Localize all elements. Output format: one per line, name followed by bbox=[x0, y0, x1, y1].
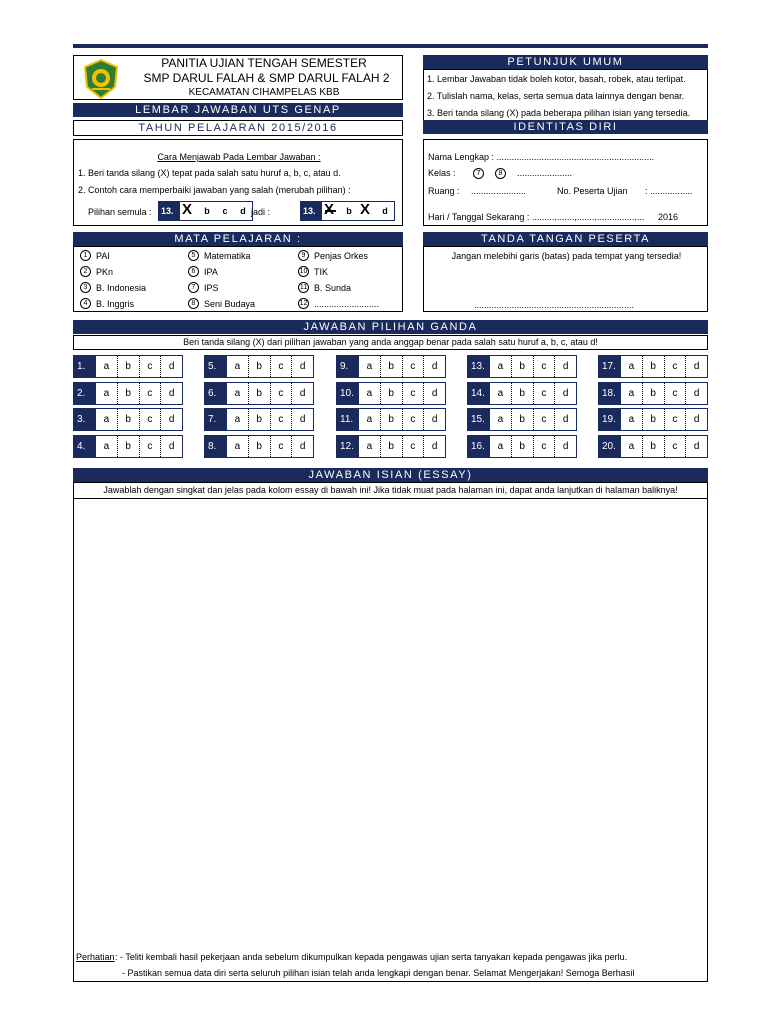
answer-option-a[interactable]: a bbox=[359, 356, 381, 377]
answer-option-b[interactable]: b bbox=[381, 356, 403, 377]
how-to-step2: 2. Contoh cara memperbaiki jawaban yang salah (merubah pilihan) : bbox=[78, 185, 351, 195]
question-number: 15. bbox=[468, 409, 490, 430]
identity-box bbox=[423, 139, 708, 226]
answer-option-b[interactable]: b bbox=[643, 383, 665, 404]
answer-option-a[interactable]: a bbox=[96, 436, 118, 457]
answer-option-d[interactable]: d bbox=[562, 441, 569, 452]
question-number: 11. bbox=[337, 409, 359, 430]
answer-row-17 bbox=[598, 355, 708, 378]
subject-number-circle: 10 bbox=[299, 268, 308, 275]
how-to-title: Cara Menjawab Pada Lembar Jawaban : bbox=[157, 152, 321, 162]
answer-option-a[interactable]: a bbox=[96, 409, 118, 430]
answer-row-2 bbox=[73, 382, 183, 405]
answer-option-d[interactable]: d bbox=[299, 414, 306, 425]
subject-name: IPA bbox=[204, 266, 218, 277]
question-number: 8. bbox=[205, 436, 227, 457]
exam-number-field[interactable]: : ................. bbox=[645, 186, 693, 196]
answer-option-b[interactable]: b bbox=[512, 383, 534, 404]
question-number: 5. bbox=[205, 356, 227, 377]
answer-option-b[interactable]: b bbox=[512, 356, 534, 377]
example-option-a bbox=[322, 202, 340, 220]
question-number: 16. bbox=[468, 436, 490, 457]
subject-number-circle: 9 bbox=[298, 250, 309, 261]
answer-row-3 bbox=[73, 408, 183, 431]
strike-line bbox=[325, 210, 336, 212]
footer-label: Perhatian bbox=[76, 952, 115, 962]
answer-option-b[interactable]: b bbox=[381, 436, 403, 457]
answer-option-c[interactable]: c bbox=[665, 383, 687, 404]
answer-option-d[interactable]: d bbox=[562, 414, 569, 425]
answer-option-b[interactable]: b bbox=[512, 436, 534, 457]
answer-option-a[interactable]: a bbox=[227, 383, 249, 404]
signature-box[interactable] bbox=[423, 246, 708, 312]
answer-option-b[interactable]: b bbox=[643, 356, 665, 377]
subject-name: TIK bbox=[314, 266, 329, 277]
subject-item[interactable] bbox=[188, 266, 218, 277]
answer-row-11 bbox=[336, 408, 446, 431]
signature-title: TANDA TANGAN PESERTA bbox=[423, 232, 708, 246]
answer-option-c[interactable]: c bbox=[534, 409, 556, 430]
answer-option-d[interactable]: d bbox=[693, 414, 700, 425]
answer-option-d[interactable]: d bbox=[562, 361, 569, 372]
question-number: 4. bbox=[74, 436, 96, 457]
example-after bbox=[300, 201, 395, 221]
essay-note: Jawablah dengan singkat dan jelas pada kolom essay di bawah ini! Jika tidak muat pada halaman ini, dapat anda lanjutkan di halaman baliknya! bbox=[103, 485, 678, 495]
answer-option-c[interactable]: c bbox=[271, 356, 293, 377]
subject-item[interactable] bbox=[188, 282, 219, 293]
example-option-a bbox=[180, 202, 198, 220]
answer-row-18 bbox=[598, 382, 708, 405]
answer-option-a[interactable]: a bbox=[227, 436, 249, 457]
class-field[interactable]: ...................... bbox=[517, 168, 573, 178]
question-number: 19. bbox=[599, 409, 621, 430]
answer-row-16 bbox=[467, 435, 577, 458]
answer-row-14 bbox=[467, 382, 577, 405]
answer-option-d[interactable]: d bbox=[562, 388, 569, 399]
date-field[interactable]: Hari / Tanggal Sekarang : .................,........................... bbox=[428, 212, 645, 222]
answer-option-a[interactable]: a bbox=[96, 383, 118, 404]
answer-row-13 bbox=[467, 355, 577, 378]
answer-row-6 bbox=[204, 382, 314, 405]
signature-line: ................................................................ bbox=[474, 300, 635, 310]
answer-option-a[interactable]: a bbox=[96, 356, 118, 377]
multiple-choice-title: JAWABAN PILIHAN GANDA bbox=[73, 320, 708, 334]
subject-name: Matematika bbox=[204, 250, 251, 261]
answer-option-d[interactable]: d bbox=[168, 361, 175, 372]
answer-option-b[interactable]: b bbox=[118, 383, 140, 404]
answer-option-a[interactable]: a bbox=[227, 409, 249, 430]
example-option-c bbox=[358, 202, 376, 220]
subject-name: B. Indonesia bbox=[96, 282, 147, 293]
example-option-c: c bbox=[222, 206, 228, 216]
answer-option-a[interactable]: a bbox=[227, 356, 249, 377]
class-label: Kelas : bbox=[428, 168, 456, 178]
answer-option-c[interactable]: c bbox=[271, 383, 293, 404]
answer-row-12 bbox=[336, 435, 446, 458]
answer-option-b[interactable]: b bbox=[249, 436, 271, 457]
subject-item[interactable] bbox=[298, 282, 351, 293]
answer-option-b[interactable]: b bbox=[643, 409, 665, 430]
answer-option-b[interactable]: b bbox=[249, 409, 271, 430]
question-number: 7. bbox=[205, 409, 227, 430]
answer-option-b[interactable]: b bbox=[118, 409, 140, 430]
answer-option-c[interactable]: c bbox=[403, 409, 425, 430]
answer-option-c[interactable]: c bbox=[534, 356, 556, 377]
essay-title: JAWABAN ISIAN (ESSAY) bbox=[73, 468, 708, 482]
answer-row-10 bbox=[336, 382, 446, 405]
answer-option-c[interactable]: c bbox=[665, 356, 687, 377]
answer-row-8 bbox=[204, 435, 314, 458]
subject-name: .......................... bbox=[314, 298, 380, 309]
answer-option-c[interactable]: c bbox=[271, 409, 293, 430]
subject-name: B. Sunda bbox=[314, 282, 352, 293]
question-number: 20. bbox=[599, 436, 621, 457]
signature-note: Jangan melebihi garis (batas) pada tempat yang tersedia! bbox=[451, 251, 682, 261]
answer-option-b[interactable]: b bbox=[381, 383, 403, 404]
subject-item[interactable] bbox=[80, 282, 146, 293]
answer-option-d[interactable]: d bbox=[431, 361, 438, 372]
subject-number-circle: 2 bbox=[80, 266, 91, 277]
subject-item[interactable] bbox=[188, 298, 255, 309]
room-field[interactable]: ...................... bbox=[471, 186, 527, 196]
instruction-2: 2. Tulislah nama, kelas, serta semua data lainnya dengan benar. bbox=[427, 91, 685, 101]
answer-option-b[interactable]: b bbox=[643, 436, 665, 457]
question-number: 17. bbox=[599, 356, 621, 377]
example-number: 13. bbox=[301, 202, 322, 220]
instruction-1: 1. Lembar Jawaban tidak boleh kotor, basah, robek, atau terlipat. bbox=[427, 74, 686, 84]
answer-option-c[interactable]: c bbox=[403, 356, 425, 377]
question-number: 9. bbox=[337, 356, 359, 377]
answer-option-c[interactable]: c bbox=[403, 383, 425, 404]
answer-row-15 bbox=[467, 408, 577, 431]
answer-option-a[interactable]: a bbox=[621, 383, 643, 404]
answer-option-a[interactable]: a bbox=[490, 409, 512, 430]
answer-option-d[interactable]: d bbox=[299, 388, 306, 399]
answer-option-b[interactable]: b bbox=[249, 383, 271, 404]
class-option-7[interactable]: 7 bbox=[473, 168, 484, 179]
example-option-b: b bbox=[204, 206, 210, 216]
example-option-d: d bbox=[240, 206, 246, 216]
subject-name: B. Inggris bbox=[96, 298, 135, 309]
subject-name: Seni Budaya bbox=[204, 298, 256, 309]
footer-line2: - Pastikan semua data diri serta seluruh pilihan isian telah anda lengkapi dengan benar. Selamat Mengerjakan! Semoga Berhasil bbox=[122, 968, 635, 978]
subject-item[interactable] bbox=[80, 266, 113, 277]
subject-item[interactable] bbox=[80, 250, 110, 261]
instructions-box bbox=[423, 69, 708, 121]
header-box bbox=[73, 55, 403, 100]
how-to-step1: 1. Beri tanda silang (X) tepat pada salah satu huruf a, b, c, atau d. bbox=[78, 168, 341, 178]
answer-option-d[interactable]: d bbox=[693, 361, 700, 372]
school-name: SMP DARUL FALAH & SMP DARUL FALAH 2 bbox=[143, 71, 390, 85]
subject-number-circle: 1 bbox=[80, 250, 91, 261]
answer-option-d[interactable]: d bbox=[168, 414, 175, 425]
answer-option-d[interactable]: d bbox=[299, 441, 306, 452]
school-logo bbox=[82, 59, 120, 99]
answer-option-a[interactable]: a bbox=[621, 436, 643, 457]
question-number: 13. bbox=[468, 356, 490, 377]
before-label: Pilihan semula : bbox=[88, 207, 152, 217]
question-number: 14. bbox=[468, 383, 490, 404]
subject-number-circle: 3 bbox=[80, 282, 91, 293]
answer-option-b[interactable]: b bbox=[118, 436, 140, 457]
answer-option-d[interactable]: d bbox=[431, 441, 438, 452]
answer-option-c[interactable]: c bbox=[140, 383, 162, 404]
answer-option-d[interactable]: d bbox=[693, 388, 700, 399]
subject-item[interactable] bbox=[188, 250, 251, 261]
instruction-3: 3. Beri tanda silang (X) pada beberapa pilihan isian yang tersedia. bbox=[427, 108, 691, 118]
district-name: KECAMATAN CIHAMPELAS KBB bbox=[188, 87, 340, 98]
subject-number-circle: 4 bbox=[80, 298, 91, 309]
essay-box[interactable] bbox=[73, 482, 708, 982]
answer-option-c[interactable]: c bbox=[271, 436, 293, 457]
answer-option-b[interactable]: b bbox=[381, 409, 403, 430]
subject-name: PKn bbox=[96, 266, 114, 277]
answer-option-a[interactable]: a bbox=[359, 383, 381, 404]
subject-number-circle: 6 bbox=[188, 266, 199, 277]
subject-number-circle: 12 bbox=[299, 300, 308, 307]
answer-option-d[interactable]: d bbox=[168, 388, 175, 399]
answer-row-7 bbox=[204, 408, 314, 431]
answer-option-c[interactable]: c bbox=[534, 383, 556, 404]
answer-option-c[interactable]: c bbox=[140, 436, 162, 457]
top-rule bbox=[73, 44, 708, 48]
answer-option-c[interactable]: c bbox=[140, 356, 162, 377]
answer-row-20 bbox=[598, 435, 708, 458]
sheet-title: LEMBAR JAWABAN UTS GENAP bbox=[73, 103, 403, 117]
answer-option-d[interactable]: d bbox=[693, 441, 700, 452]
date-year: 2016 bbox=[658, 212, 679, 222]
subject-number-circle: 8 bbox=[188, 298, 199, 309]
subject-item[interactable] bbox=[298, 250, 368, 261]
how-to-box bbox=[73, 139, 403, 226]
class-option-8[interactable]: 8 bbox=[495, 168, 506, 179]
answer-option-a[interactable]: a bbox=[621, 409, 643, 430]
room-label: Ruang : bbox=[428, 186, 460, 196]
answer-option-b[interactable]: b bbox=[512, 409, 534, 430]
question-number: 18. bbox=[599, 383, 621, 404]
after-label: jadi : bbox=[251, 207, 271, 217]
answer-option-c[interactable]: c bbox=[665, 436, 687, 457]
subject-number-circle: 11 bbox=[299, 284, 308, 291]
cross-mark: X bbox=[360, 201, 371, 218]
academic-year: TAHUN PELAJARAN 2015/2016 bbox=[73, 120, 403, 136]
answer-option-a[interactable]: a bbox=[490, 436, 512, 457]
question-number: 6. bbox=[205, 383, 227, 404]
identity-title: IDENTITAS DIRI bbox=[423, 120, 708, 134]
answer-option-c[interactable]: c bbox=[665, 409, 687, 430]
exam-number-label: No. Peserta Ujian bbox=[557, 186, 628, 196]
question-number: 12. bbox=[337, 436, 359, 457]
example-option-b: b bbox=[346, 206, 352, 216]
answer-option-b[interactable]: b bbox=[249, 356, 271, 377]
answer-row-4 bbox=[73, 435, 183, 458]
answer-option-a[interactable]: a bbox=[621, 356, 643, 377]
subject-item[interactable] bbox=[80, 298, 134, 309]
answer-option-a[interactable]: a bbox=[490, 383, 512, 404]
question-number: 10. bbox=[337, 383, 359, 404]
subject-item[interactable] bbox=[298, 266, 328, 277]
answer-option-c[interactable]: c bbox=[534, 436, 556, 457]
subjects-title: MATA PELAJARAN : bbox=[73, 232, 403, 246]
answer-row-9 bbox=[336, 355, 446, 378]
answer-option-c[interactable]: c bbox=[403, 436, 425, 457]
instructions-title: PETUNJUK UMUM bbox=[423, 55, 708, 69]
essay-divider bbox=[74, 498, 707, 499]
cross-mark: X bbox=[182, 201, 193, 218]
answer-row-1 bbox=[73, 355, 183, 378]
example-option-d: d bbox=[382, 206, 388, 216]
subject-name: PAI bbox=[96, 250, 110, 261]
answer-option-d[interactable]: d bbox=[299, 361, 306, 372]
answer-option-a[interactable]: a bbox=[359, 436, 381, 457]
name-field[interactable]: Nama Lengkap : ............................................................... bbox=[428, 152, 655, 162]
answer-row-5 bbox=[204, 355, 314, 378]
answer-option-a[interactable]: a bbox=[490, 356, 512, 377]
answer-row-19 bbox=[598, 408, 708, 431]
footer-line1: : - Teliti kembali hasil pekerjaan anda sebelum dikumpulkan kepada pengawas ujian serta tanyakan kepada pengawas jika perlu. bbox=[115, 952, 628, 962]
example-before bbox=[158, 201, 253, 221]
example-number: 13. bbox=[159, 202, 180, 220]
subject-name: IPS bbox=[204, 282, 219, 293]
answer-option-c[interactable]: c bbox=[140, 409, 162, 430]
question-number: 1. bbox=[74, 356, 96, 377]
answer-option-d[interactable]: d bbox=[168, 441, 175, 452]
answer-option-d[interactable]: d bbox=[431, 414, 438, 425]
answer-option-a[interactable]: a bbox=[359, 409, 381, 430]
answer-option-b[interactable]: b bbox=[118, 356, 140, 377]
committee-title: PANITIA UJIAN TENGAH SEMESTER bbox=[161, 56, 367, 70]
subject-item[interactable] bbox=[298, 298, 379, 309]
subject-name: Penjas Orkes bbox=[314, 250, 369, 261]
subject-number-circle: 5 bbox=[188, 250, 199, 261]
question-number: 3. bbox=[74, 409, 96, 430]
multiple-choice-note: Beri tanda silang (X) dari pilihan jawaban yang anda anggap benar pada salah satu huruf a, b, c, atau d! bbox=[73, 335, 708, 350]
question-number: 2. bbox=[74, 383, 96, 404]
subjects-box bbox=[73, 246, 403, 312]
subject-number-circle: 7 bbox=[188, 282, 199, 293]
answer-option-d[interactable]: d bbox=[431, 388, 438, 399]
